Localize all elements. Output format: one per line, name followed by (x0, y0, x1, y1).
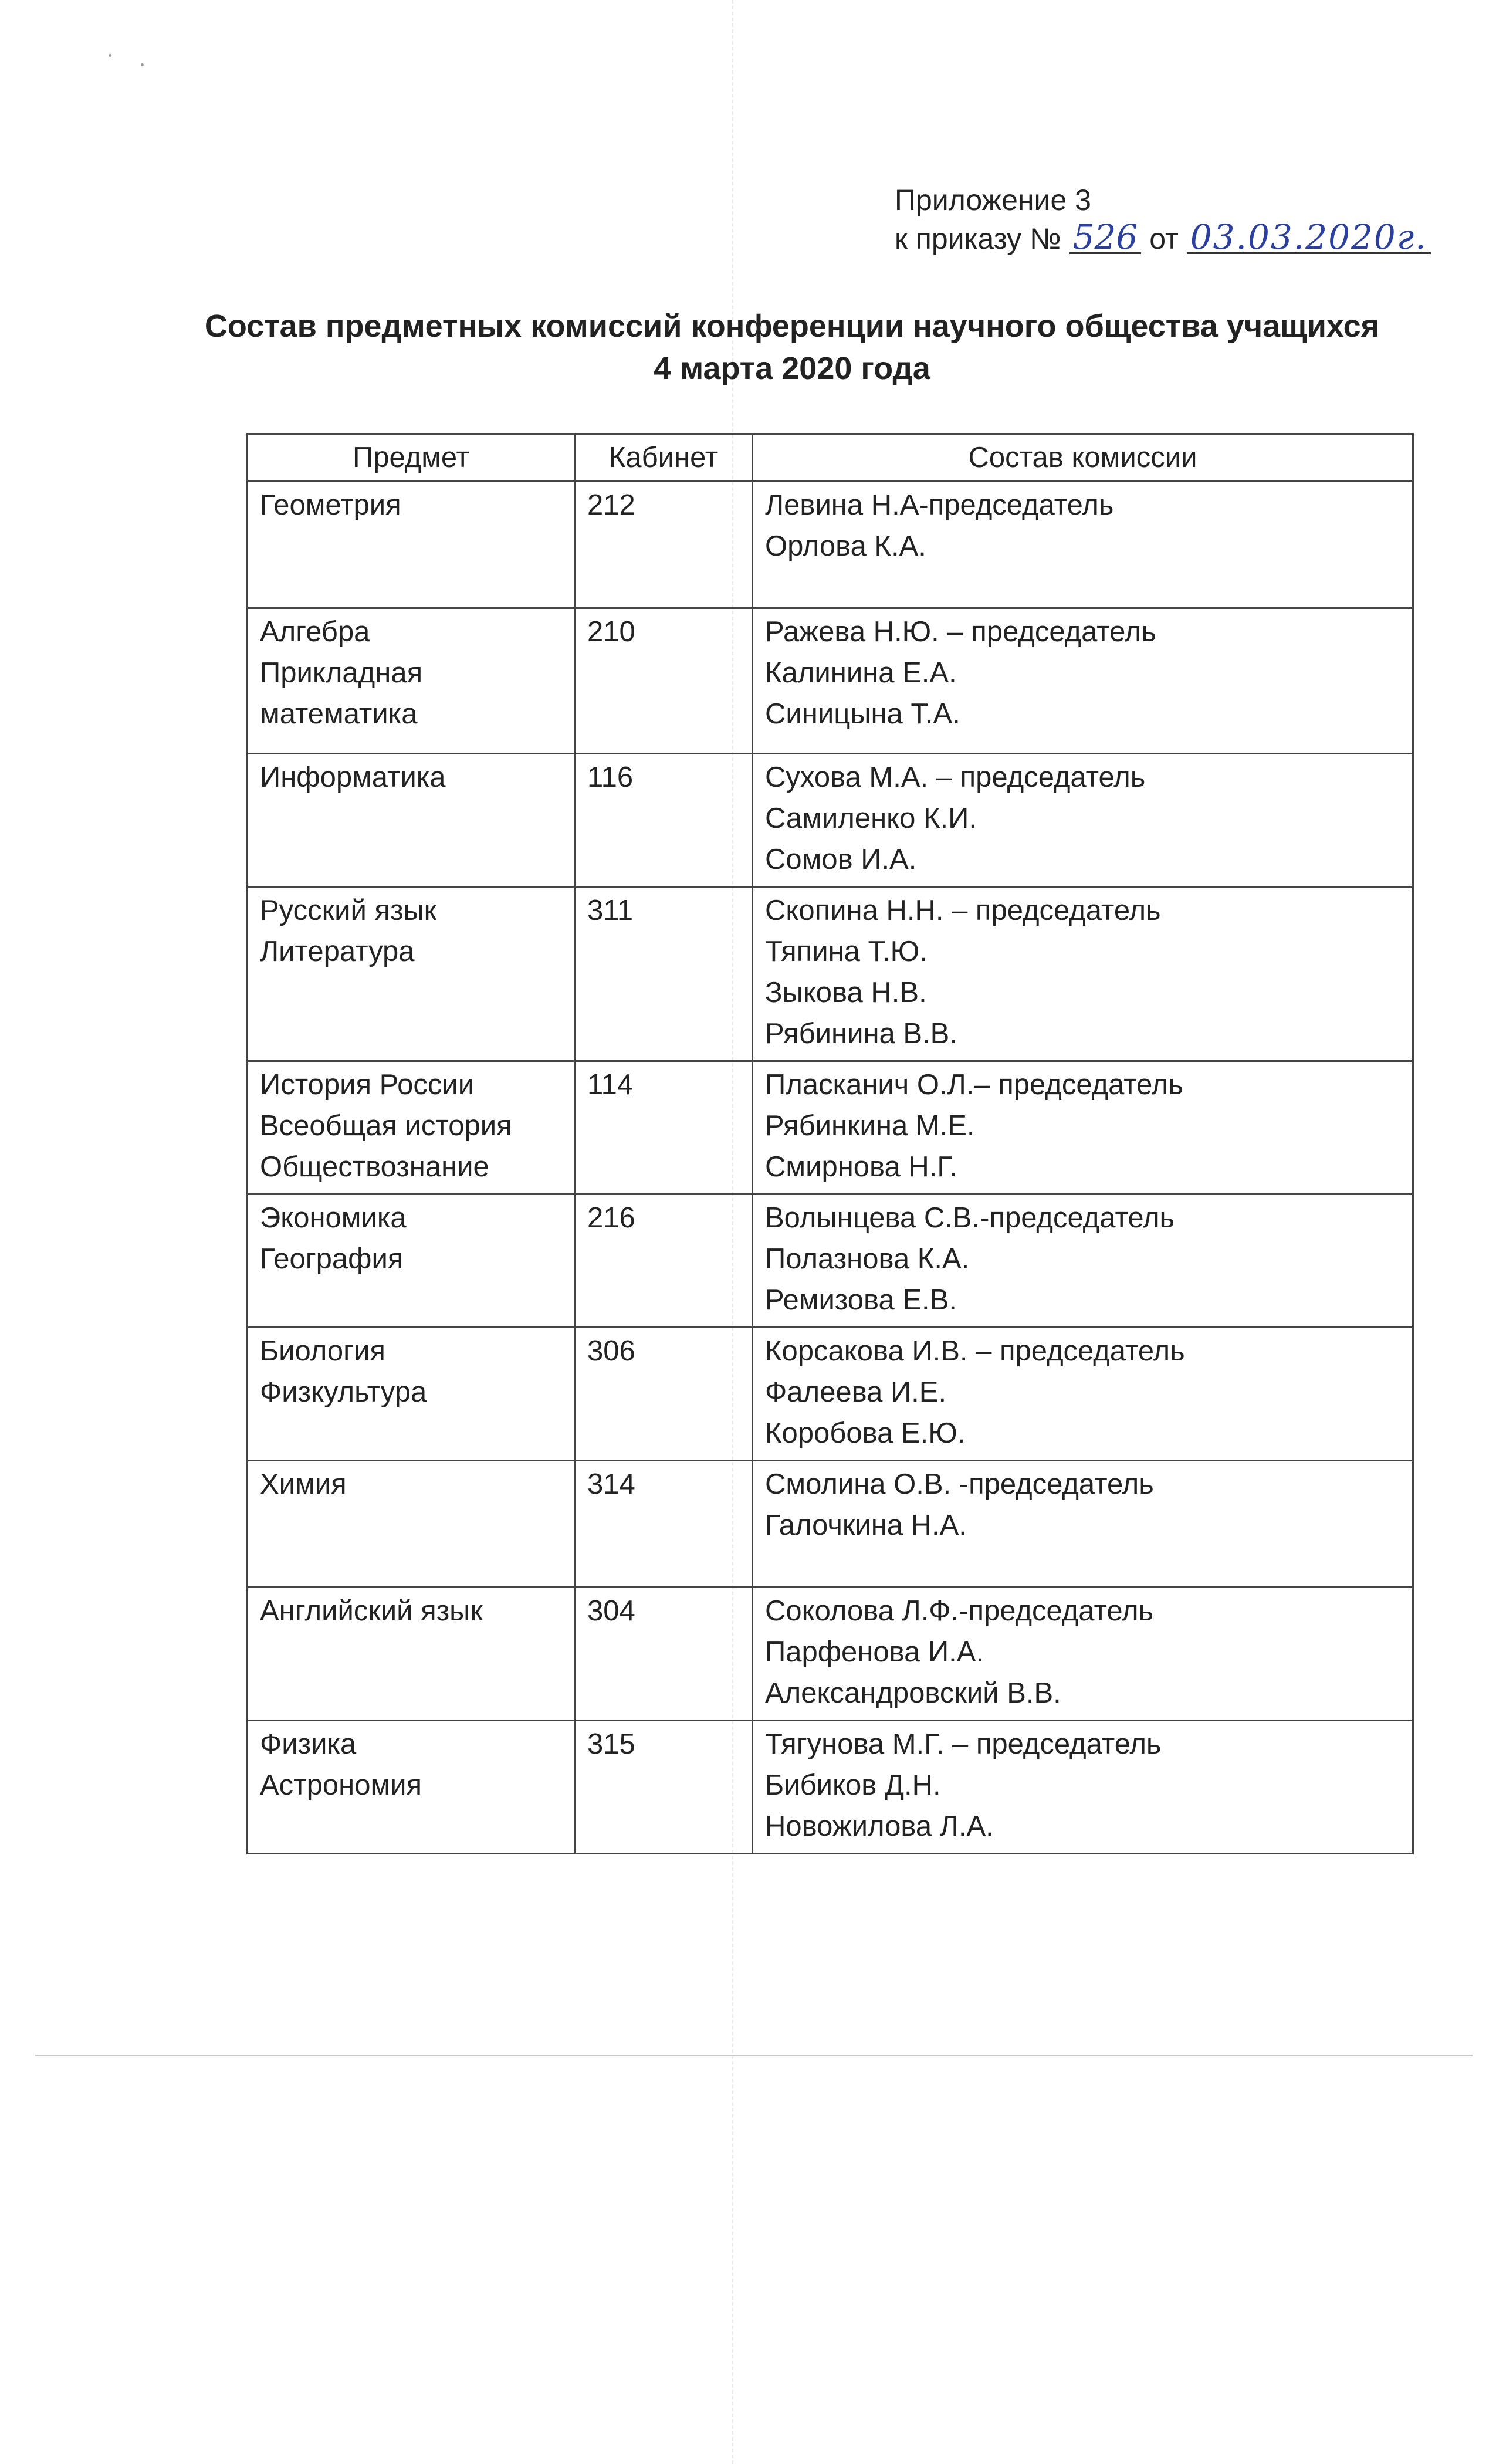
subject-line: Алгебра (260, 616, 370, 648)
subject-line: Прикладная (260, 657, 423, 689)
member-line: Корсакова И.В. – председатель (765, 1335, 1185, 1367)
scan-edge-line (35, 2055, 1473, 2056)
subject-line: История России (260, 1069, 475, 1101)
member-line: Зыкова Н.В. (765, 977, 927, 1008)
cell-members (753, 1328, 1413, 1461)
member-line: Галочкина Н.А. (765, 1509, 967, 1541)
table-row (248, 887, 1413, 1061)
member-line: Тяпина Т.Ю. (765, 936, 928, 967)
subject-line: Биология (260, 1335, 385, 1367)
table-row (248, 1461, 1413, 1588)
subject-line: Всеобщая история (260, 1110, 512, 1142)
cell-room: 212 (575, 482, 753, 608)
annex-order-prefix: к приказу № (895, 222, 1061, 255)
cell-room: 114 (575, 1061, 753, 1194)
subject-line: Физика (260, 1728, 357, 1760)
table-row (248, 1721, 1413, 1854)
cell-members (753, 1588, 1413, 1721)
member-line: Тягунова М.Г. – председатель (765, 1728, 1162, 1760)
order-number-handwritten: 526 (1069, 222, 1142, 254)
annex-order-line (895, 219, 1431, 258)
subject-line: Химия (260, 1468, 347, 1500)
cell-subject (248, 1461, 575, 1588)
cell-room: 311 (575, 887, 753, 1061)
member-line: Сухова М.А. – председатель (765, 761, 1146, 793)
cell-room: 315 (575, 1721, 753, 1854)
member-line: Левина Н.А-председатель (765, 489, 1114, 521)
member-line: Рябинина В.В. (765, 1018, 957, 1050)
cell-members (753, 1194, 1413, 1328)
member-line: Коробова Е.Ю. (765, 1417, 966, 1449)
member-line: Пласканич О.Л.– председатель (765, 1069, 1183, 1101)
member-line: Сомов И.А. (765, 844, 917, 875)
cell-members (753, 1061, 1413, 1194)
member-line: Волынцева С.В.-председатель (765, 1202, 1175, 1234)
table-row (248, 482, 1413, 608)
member-line: Фалеева И.Е. (765, 1376, 947, 1408)
table-row (248, 1194, 1413, 1328)
annex-block (895, 181, 1431, 258)
cell-members (753, 754, 1413, 887)
header-subject: Предмет (248, 434, 575, 482)
cell-subject (248, 1194, 575, 1328)
cell-members (753, 1461, 1413, 1588)
document-title (176, 305, 1408, 390)
cell-room: 314 (575, 1461, 753, 1588)
header-room: Кабинет (575, 434, 753, 482)
member-line: Смолина О.В. -председатель (765, 1468, 1154, 1500)
cell-subject (248, 1721, 575, 1854)
cell-subject (248, 482, 575, 608)
subject-line: Геометрия (260, 489, 401, 521)
cell-subject (248, 608, 575, 754)
subject-line: Литература (260, 936, 415, 967)
member-line: Новожилова Л.А. (765, 1810, 994, 1842)
member-line: Смирнова Н.Г. (765, 1151, 957, 1183)
member-line: Александровский В.В. (765, 1677, 1061, 1709)
cell-subject (248, 1588, 575, 1721)
cell-members (753, 482, 1413, 608)
cell-subject (248, 887, 575, 1061)
annex-title: Приложение 3 (895, 184, 1091, 216)
member-line: Парфенова И.А. (765, 1636, 984, 1668)
table-row (248, 1328, 1413, 1461)
table-header-row (248, 434, 1413, 482)
subject-line: математика (260, 698, 418, 730)
member-line: Калинина Е.А. (765, 657, 957, 689)
cell-members (753, 1721, 1413, 1854)
table-row (248, 1061, 1413, 1194)
member-line: Полазнова К.А. (765, 1243, 970, 1275)
table-row (248, 608, 1413, 754)
cell-room: 304 (575, 1588, 753, 1721)
member-line: Бибиков Д.Н. (765, 1769, 941, 1801)
scan-speck (109, 54, 111, 57)
member-line: Скопина Н.Н. – председатель (765, 895, 1161, 926)
member-line: Орлова К.А. (765, 530, 926, 562)
subject-line: Астрономия (260, 1769, 422, 1801)
subject-line: Информатика (260, 761, 446, 793)
header-members: Состав комиссии (753, 434, 1413, 482)
subject-line: Физкультура (260, 1376, 427, 1408)
order-date-handwritten: 03.03.2020г. (1187, 222, 1431, 254)
cell-members (753, 887, 1413, 1061)
member-line: Соколова Л.Ф.-председатель (765, 1595, 1154, 1627)
subject-line: Экономика (260, 1202, 407, 1234)
table-row (248, 1588, 1413, 1721)
title-line-2: 4 марта 2020 года (654, 351, 930, 386)
member-line: Рябинкина М.Е. (765, 1110, 975, 1142)
cell-room: 306 (575, 1328, 753, 1461)
member-line: Самиленко К.И. (765, 803, 977, 834)
cell-room: 216 (575, 1194, 753, 1328)
cell-subject (248, 1328, 575, 1461)
cell-room: 116 (575, 754, 753, 887)
cell-room: 210 (575, 608, 753, 754)
subject-line: Русский язык (260, 895, 437, 926)
cell-subject (248, 754, 575, 887)
subject-line: География (260, 1243, 404, 1275)
cell-subject (248, 1061, 575, 1194)
member-line: Ремизова Е.В. (765, 1284, 957, 1316)
scan-speck (141, 63, 144, 66)
subject-line: Английский язык (260, 1595, 483, 1627)
commissions-table (246, 433, 1414, 1854)
table-body (248, 482, 1413, 1854)
title-line-1: Состав предметных комиссий конференции научного общества учащихся (204, 309, 1380, 344)
member-line: Ражева Н.Ю. – председатель (765, 616, 1156, 648)
table-row (248, 754, 1413, 887)
member-line: Синицына Т.А. (765, 698, 960, 730)
annex-order-from: от (1149, 222, 1179, 255)
cell-members (753, 608, 1413, 754)
subject-line: Обществознание (260, 1151, 489, 1183)
